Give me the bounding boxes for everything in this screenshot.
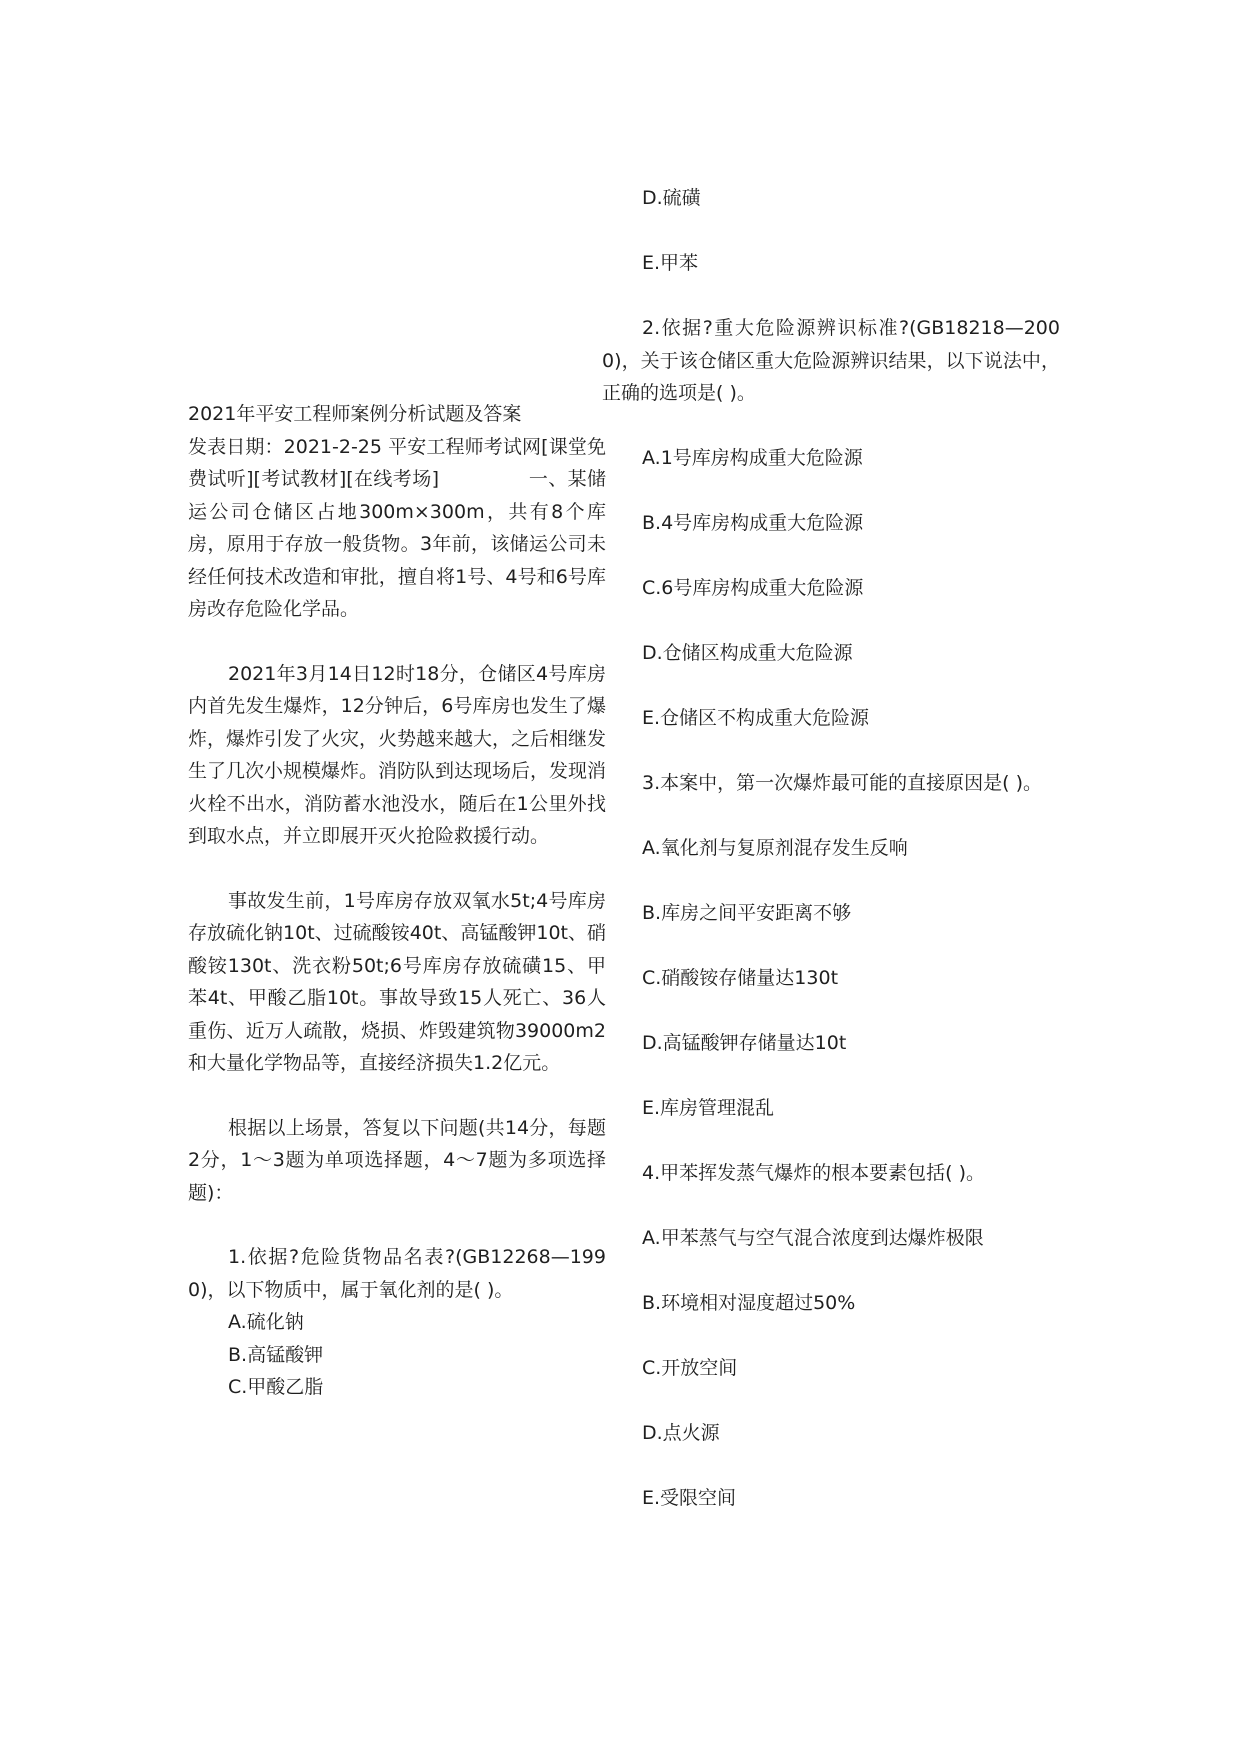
- paragraph-incident: 2021年3月14日12时18分，仓储区4号库房内首先发生爆炸，12分钟后，6号库房也发生了爆炸，爆炸引发了火灾，火势越来越大，之后相继发生了几次小规模爆炸。消防队到达现场后，发现消火栓不出水，消防蓄水池没水，随后在1公里外找到取水点，并立即展开灭火抢险救援行动。: [188, 662, 607, 847]
- q4-option-d: D.点火源: [642, 1422, 720, 1444]
- q1-option-e: E.甲苯: [642, 252, 699, 274]
- q1-option-a: A.硫化钠: [228, 1311, 304, 1333]
- publish-line: 发表日期：2021-2-25 平安工程师考试网[课堂免费试听][考试教材][在线考场]: [188, 435, 606, 490]
- q2-option-b: B.4号库房构成重大危险源: [642, 512, 864, 534]
- q4-option-c: C.开放空间: [642, 1357, 738, 1379]
- q4-option-b: B.环境相对湿度超过50%: [642, 1292, 856, 1314]
- q3-option-d: D.高锰酸钾存储量达10t: [642, 1032, 847, 1054]
- intro-text: 一、某储运公司仓储区占地300m×300m，共有8个库房，原用于存放一般货物。3年前，该储运公司未经任何技术改造和审批，擅自将1号、4号和6号库房改存危险化学品。: [188, 468, 606, 620]
- q3-option-b: B.库房之间平安距离不够: [642, 902, 852, 924]
- question-2-stem: 2.依据?重大危险源辨识标准?(GB18218—2000)，关于该仓储区重大危险源辨识结果，以下说法中，正确的选项是( )。: [602, 317, 1060, 404]
- q1-option-b: B.高锰酸钾: [228, 1343, 324, 1366]
- q2-option-d: D.仓储区构成重大危险源: [642, 642, 853, 664]
- q4-option-a: A.甲苯蒸气与空气混合浓度到达爆炸极限: [642, 1227, 984, 1249]
- publish-info: [188, 431, 606, 626]
- q2-option-c: C.6号库房构成重大危险源: [642, 577, 864, 599]
- q4-option-e: E.受限空间: [642, 1487, 737, 1509]
- question-1-stem: 1.依据?危险货物品名表?(GB12268—1990)，以下物质中，属于氧化剂的是( )。: [188, 1246, 606, 1301]
- q3-option-c: C.硝酸铵存储量达130t: [642, 967, 839, 989]
- question-3-stem: 3.本案中，第一次爆炸最可能的直接原因是( )。: [642, 772, 1042, 794]
- q3-option-e: E.库房管理混乱: [642, 1097, 775, 1119]
- q1-option-d: D.硫磺: [642, 187, 701, 209]
- paragraph-storage: 事故发生前，1号库房存放双氧水5t;4号库房存放硫化钠10t、过硫酸铵40t、高锰酸钾10t、硝酸铵130t、洗衣粉50t;6号库房存放硫磺15、甲苯4t、甲酸乙脂10t。事故导致15人死亡、36人重伤、近万人疏散，烧损、炸毁建筑物39000m2和大量化学物品等，直接经济损失1.2亿元。: [188, 889, 606, 1074]
- document-title: 2021年平安工程师案例分析试题及答案: [188, 403, 522, 425]
- paragraph-instructions: 根据以上场景，答复以下问题(共14分，每题2分，1～3题为单项选择题，4～7题为多项选择题)：: [188, 1116, 606, 1204]
- q1-option-c: C.甲酸乙脂: [228, 1376, 324, 1398]
- question-4-stem: 4.甲苯挥发蒸气爆炸的根本要素包括( )。: [642, 1162, 985, 1184]
- q2-option-e: E.仓储区不构成重大危险源: [642, 707, 870, 729]
- q2-option-a: A.1号库房构成重大危险源: [642, 447, 863, 469]
- q3-option-a: A.氧化剂与复原剂混存发生反响: [642, 837, 908, 859]
- right-column: [602, 182, 1060, 1547]
- left-column: [188, 398, 606, 1404]
